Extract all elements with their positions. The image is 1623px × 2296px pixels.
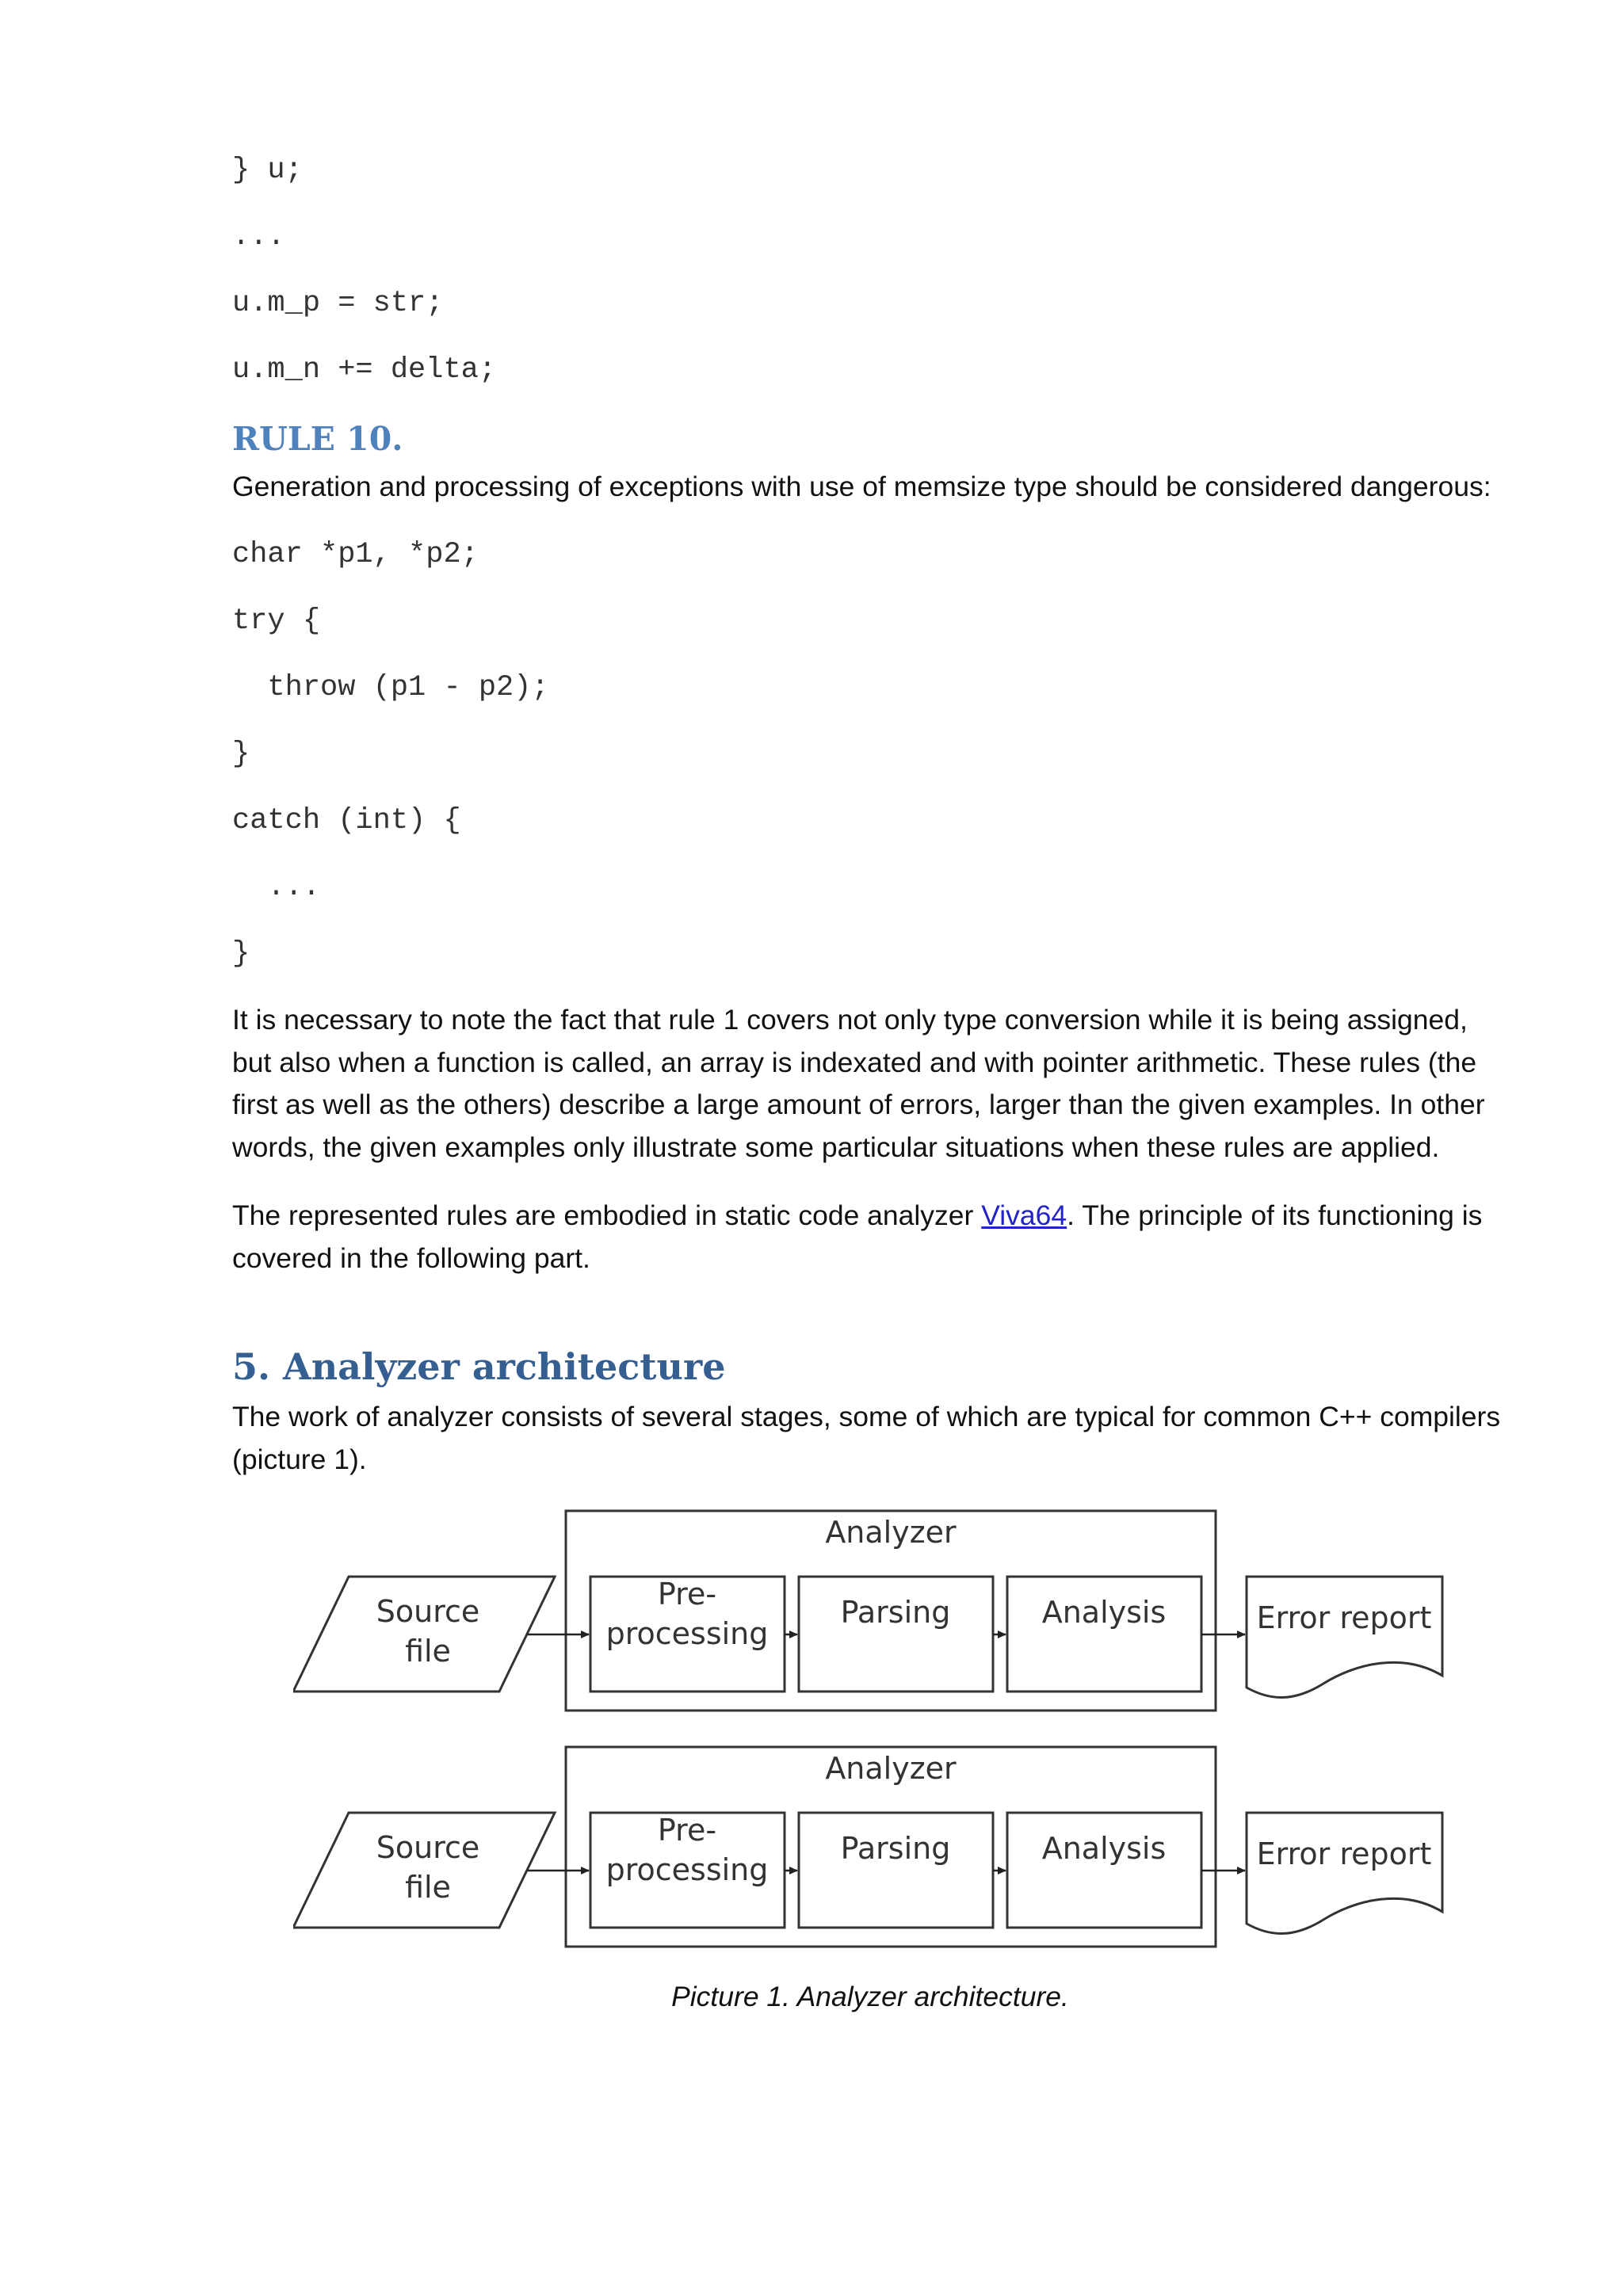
body-paragraph: It is necessary to note the fact that rule 1 covers not only type conversion while it is being assigned, but also when a function is called, an array is indexated and with pointer arithmetic. These rules (the first as well as the others) describe a large amount of errors, larger than the given examples. In other words, the given examples only illustrate some particular situations when these rules are applied. [232, 1004, 1485, 1163]
source-label: Source [376, 1594, 480, 1629]
paragraph-text: The represented rules are embodied in static code analyzer [232, 1199, 982, 1231]
rule-heading: RULE 10. [232, 420, 403, 458]
section-intro: The work of analyzer consists of several stages, some of which are typical for common C++ compilers (picture 1). [232, 1401, 1501, 1475]
viva64-link[interactable]: Viva64 [981, 1199, 1067, 1231]
figure-caption: Picture 1. Analyzer architecture. [671, 1981, 1069, 2012]
container-label: Analyzer [825, 1751, 957, 1786]
code-line: ... [232, 871, 321, 904]
diagram-row [293, 1511, 1442, 1711]
error-report-label: Error report [1256, 1836, 1432, 1871]
container-label: Analyzer [825, 1515, 957, 1550]
preprocessing-label: Pre- [657, 1813, 717, 1848]
paragraph-text: . The principle of its functioning is covered in the following part. [232, 1199, 1483, 1274]
parsing-label: Parsing [840, 1595, 951, 1630]
code-line: char *p1, *p2; [232, 538, 479, 571]
code-line: u.m_n += delta; [232, 353, 497, 387]
body-paragraph [232, 1195, 1508, 1280]
code-line: ... [232, 220, 285, 254]
analysis-label: Analysis [1041, 1831, 1167, 1866]
code-line: catch (int) { [232, 804, 461, 837]
code-line: } u; [232, 154, 303, 187]
analysis-box [1007, 1577, 1201, 1691]
error-report-label: Error report [1256, 1600, 1432, 1635]
code-line: u.m_p = str; [232, 287, 444, 320]
code-line: throw (p1 - p2); [232, 671, 549, 704]
analysis-box [1007, 1813, 1201, 1928]
preprocessing-label: processing [605, 1616, 769, 1651]
parsing-label: Parsing [840, 1831, 951, 1866]
preprocessing-label: Pre- [657, 1577, 717, 1611]
source-label: file [405, 1634, 451, 1669]
rule-description: Generation and processing of exceptions with use of memsize type should be considered dangerous: [232, 471, 1491, 502]
diagram-row [293, 1747, 1442, 1947]
error-report-shape [1247, 1577, 1442, 1698]
section-heading: 5. Analyzer architecture [232, 1345, 726, 1388]
code-line: } [232, 937, 250, 971]
parsing-box [799, 1577, 993, 1691]
parsing-box [799, 1813, 993, 1928]
code-line: try { [232, 605, 321, 638]
error-report-shape [1247, 1813, 1442, 1934]
source-label: Source [376, 1830, 480, 1865]
preprocessing-label: processing [605, 1852, 769, 1887]
analysis-label: Analysis [1041, 1595, 1167, 1630]
analyzer-architecture-diagram [293, 1501, 1450, 1957]
code-line: } [232, 738, 250, 771]
source-label: file [405, 1870, 451, 1905]
